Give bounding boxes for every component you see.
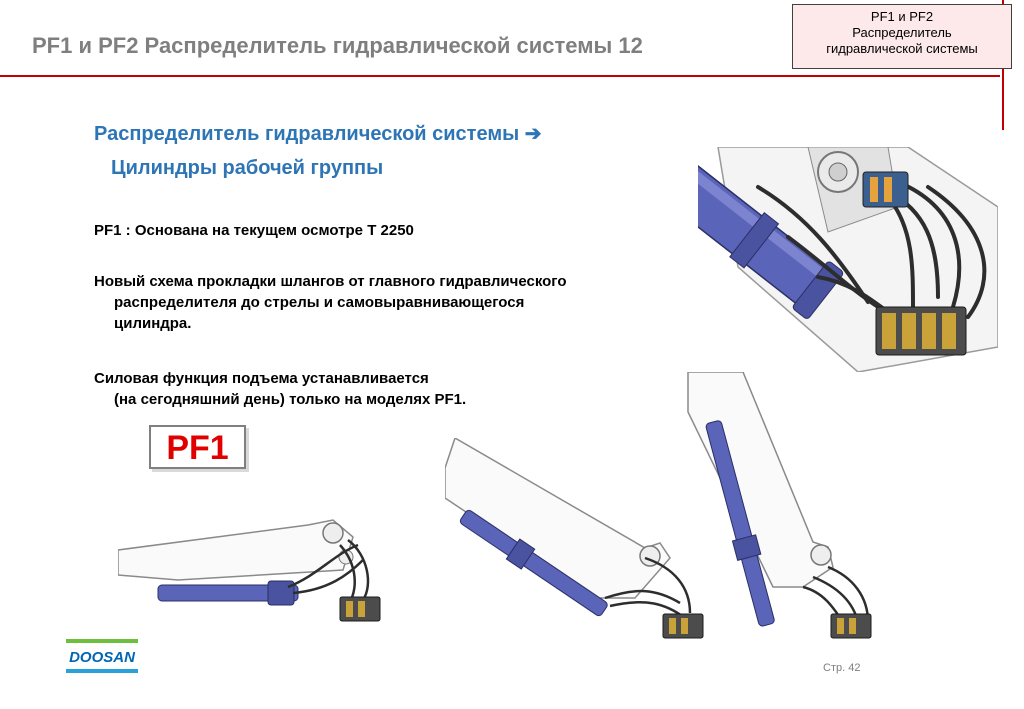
page-number: Стр. 42 <box>823 662 861 674</box>
paragraph-text: (на сегодняшний день) только на моделях PF1. <box>114 391 467 408</box>
paragraph-text: распределителя до стрелы и самовыравнивающегося <box>114 294 525 311</box>
section-label-line: гидравлической системы <box>826 41 978 56</box>
heading-line-1: Распределитель гидравлической системы <box>94 123 520 145</box>
slide-title: PF1 и PF2 Распределитель гидравлической системы 12 <box>32 33 643 58</box>
paragraph-hose-routing <box>94 271 567 334</box>
heading-line-2: Цилиндры рабочей группы <box>111 157 384 179</box>
boom-middle-image <box>445 438 705 643</box>
section-label-box <box>792 4 1012 69</box>
boom-lowered-image <box>118 515 388 630</box>
svg-text:DOOSAN: DOOSAN <box>69 649 135 666</box>
doosan-logo <box>63 639 141 673</box>
paragraph-text: PF1 : Основана на текущем осмотре T 2250 <box>94 222 414 239</box>
paragraph-text: Силовая функция подъема устанавливается <box>94 370 429 387</box>
boom-raised-image <box>683 372 883 642</box>
paragraph-text: цилиндра. <box>114 315 192 332</box>
valve-closeup-image <box>698 147 998 372</box>
arrow-right-icon: ➔ <box>524 123 542 145</box>
section-heading <box>94 117 542 185</box>
paragraph-basis <box>94 220 414 241</box>
section-label-line: Распределитель <box>852 25 952 40</box>
pf1-badge: PF1 <box>149 425 246 469</box>
paragraph-text: Новый схема прокладки шлангов от главного гидравлического <box>94 273 567 290</box>
title-rule <box>0 75 1000 77</box>
paragraph-lift-function <box>94 368 466 410</box>
section-label-line: PF1 и PF2 <box>870 9 934 24</box>
